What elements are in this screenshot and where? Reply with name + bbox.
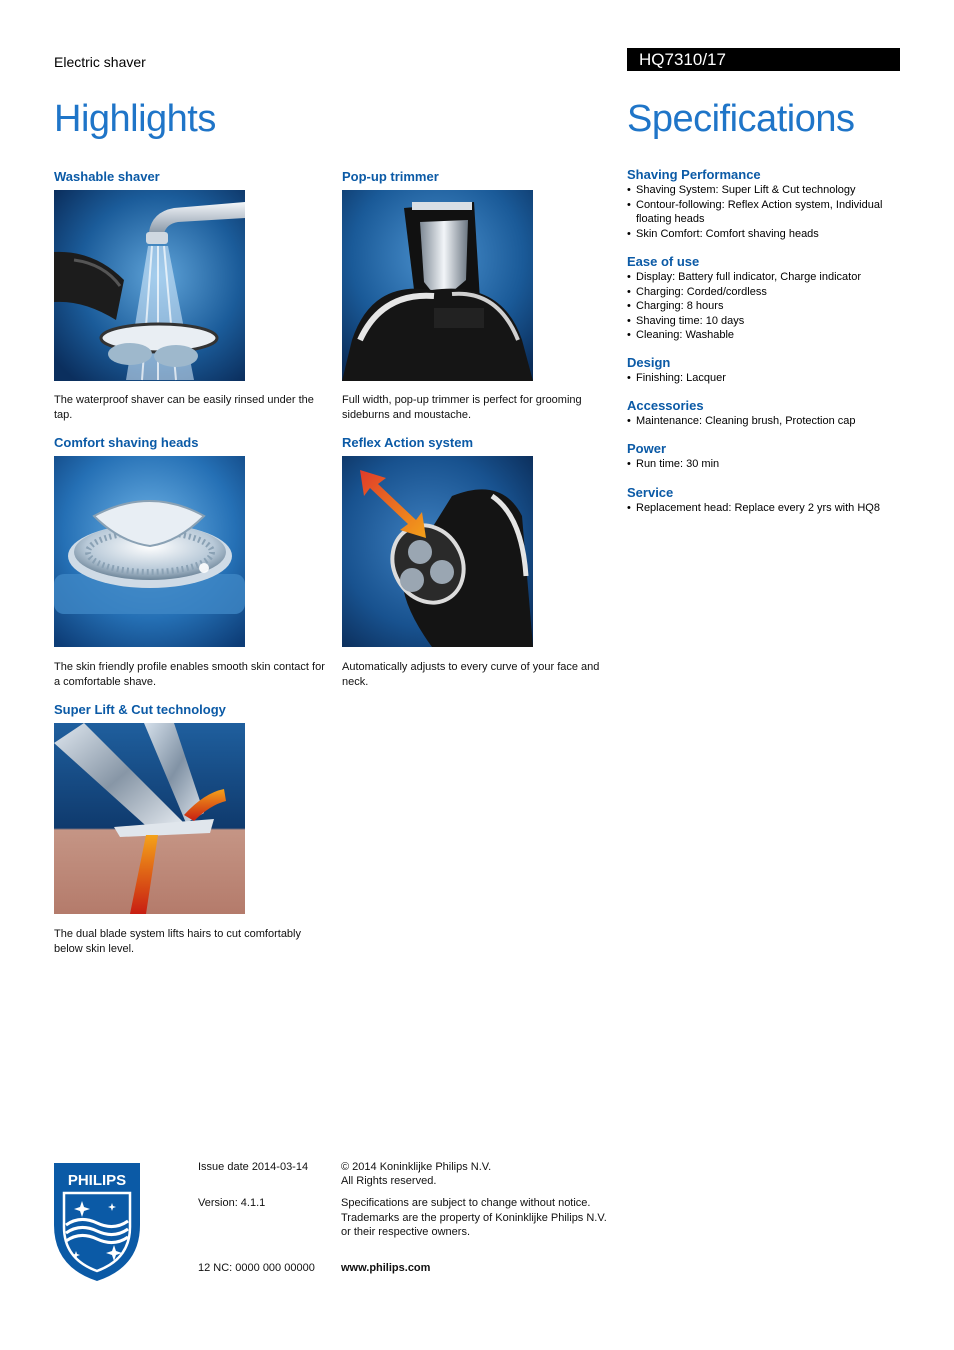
spec-section-ease-of-use xyxy=(627,254,917,343)
spec-section-shaving-performance xyxy=(627,167,917,241)
highlight-heading-reflex: Reflex Action system xyxy=(342,435,474,450)
spec-heading: Power xyxy=(627,441,667,456)
spec-section-design xyxy=(627,355,917,386)
highlight-text-comfort: The skin friendly profile enables smooth skin contact for a comfortable shave. xyxy=(54,661,325,688)
product-category: Electric shaver xyxy=(54,54,146,70)
spec-heading: Ease of use xyxy=(627,254,700,269)
reflex-action-image xyxy=(342,456,533,647)
highlight-heading-lift-cut: Super Lift & Cut technology xyxy=(54,702,226,717)
spec-section-accessories xyxy=(627,398,917,429)
spec-heading: Design xyxy=(627,355,671,370)
spec-item: • Finishing: Lacquer xyxy=(627,371,917,386)
highlight-text-reflex: Automatically adjusts to every curve of your face and neck. xyxy=(342,661,600,688)
specifications-title: Specifications xyxy=(627,98,855,140)
version: Version: 4.1.1 xyxy=(198,1197,266,1209)
highlight-heading-washable: Washable shaver xyxy=(54,169,160,184)
spec-item: • Maintenance: Cleaning brush, Protection cap xyxy=(627,414,917,429)
spec-item: • Skin Comfort: Comfort shaving heads xyxy=(627,227,917,242)
spec-heading: Service xyxy=(627,485,674,500)
highlight-text-trimmer: Full width, pop-up trimmer is perfect for grooming sideburns and moustache. xyxy=(342,394,582,421)
washable-shaver-image xyxy=(54,190,245,381)
highlight-heading-trimmer: Pop-up trimmer xyxy=(342,169,439,184)
copyright: © 2014 Koninklijke Philips N.V. xyxy=(341,1161,492,1173)
philips-logo-text: PHILIPS xyxy=(67,1172,127,1189)
spec-item: • Charging: 8 hours xyxy=(627,299,917,314)
spec-item: • Contour-following: Reflex Action system, Individual floating heads xyxy=(627,198,917,227)
highlights-title: Highlights xyxy=(54,98,216,140)
spec-item: • Replacement head: Replace every 2 yrs with HQ8 xyxy=(627,501,917,516)
legal-notice: Specifications are subject to change without notice. Trademarks are the property of Koninklijke Philips N.V. or their respective owners. xyxy=(341,1197,607,1238)
spec-heading: Accessories xyxy=(627,398,704,413)
lift-cut-image xyxy=(54,723,245,914)
rights-reserved: All Rights reserved. xyxy=(341,1175,437,1187)
highlight-text-washable: The waterproof shaver can be easily rinsed under the tap. xyxy=(54,394,314,421)
nc-number: 12 NC: 0000 000 00000 xyxy=(198,1262,315,1274)
issue-date: Issue date 2014-03-14 xyxy=(198,1161,309,1173)
spec-item: • Cleaning: Washable xyxy=(627,328,917,343)
spec-section-power xyxy=(627,441,917,472)
spec-item: • Charging: Corded/cordless xyxy=(627,285,917,300)
comfort-heads-image xyxy=(54,456,245,647)
spec-item: • Shaving time: 10 days xyxy=(627,314,917,329)
spec-section-service xyxy=(627,485,917,516)
highlight-text-lift-cut: The dual blade system lifts hairs to cut comfortably below skin level. xyxy=(54,928,301,955)
spec-item: • Display: Battery full indicator, Charge indicator xyxy=(627,270,917,285)
website-link[interactable]: www.philips.com xyxy=(341,1262,431,1274)
spec-heading: Shaving Performance xyxy=(627,167,761,182)
highlight-heading-comfort: Comfort shaving heads xyxy=(54,435,199,450)
model-number-badge: HQ7310/17 xyxy=(627,48,900,71)
spec-item: • Run time: 30 min xyxy=(627,457,917,472)
philips-shield-logo xyxy=(54,1163,140,1281)
popup-trimmer-image xyxy=(342,190,533,381)
spec-item: • Shaving System: Super Lift & Cut technology xyxy=(627,183,917,198)
